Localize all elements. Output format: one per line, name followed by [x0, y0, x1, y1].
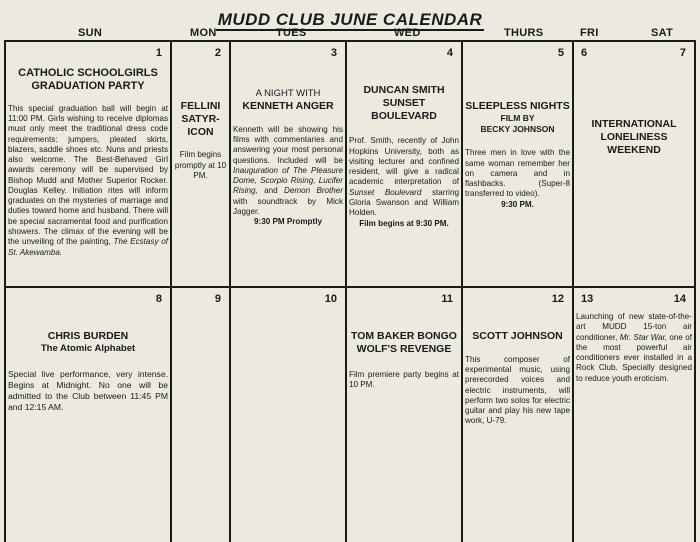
- date-number: 12: [551, 293, 564, 305]
- date-number: 11: [441, 293, 453, 305]
- event-title: TOM BAKER BONGO WOLF'S REVENGE: [351, 330, 457, 355]
- day-cell-6-7: [576, 42, 692, 286]
- event-time: 9:30 PM.: [501, 199, 534, 209]
- grid-line: [694, 40, 696, 542]
- date-number: 4: [446, 47, 453, 59]
- event-title: SCOTT JOHNSON: [472, 330, 563, 342]
- event-title: INTERNATIONAL LONELINESS WEEKEND: [591, 118, 677, 156]
- event-description: Film begins promptly at 10 PM.: [174, 150, 227, 180]
- event-title: KENNETH ANGER: [242, 100, 334, 113]
- day-name-thurs: THURS: [504, 27, 544, 39]
- event-description: This composer of experimental music, using prerecorded voices and electric instruments, will perform two solos for electric guitar and play his new tape work, U-79.: [465, 354, 570, 426]
- day-cell-11: [349, 288, 459, 542]
- date-number: 6: [581, 47, 588, 59]
- day-cell-1: [8, 42, 168, 286]
- day-name-sun: SUN: [78, 27, 103, 39]
- day-name-fri: FRI: [580, 27, 599, 39]
- event-title: FELLINI SATYR-ICON: [180, 100, 221, 138]
- event-description: Special live performance, very intense. Begins at Midnight. No one will be admitted to the Club between 11:45 PM and 12:15 AM.: [8, 368, 168, 412]
- day-name-wed: WED: [394, 27, 421, 39]
- day-name-mon: MON: [190, 27, 217, 39]
- event-title: CHRIS BURDEN: [47, 330, 129, 342]
- day-cell-10: [233, 288, 343, 542]
- event-subtitle: BECKY JOHNSON: [480, 123, 555, 134]
- date-number: 7: [679, 47, 686, 59]
- event-pretitle: A NIGHT WITH: [255, 88, 321, 99]
- event-description: Launching of new state-of-the-art MUDD 15-ton air conditioner, Mr. Star War, one of the most powerful air conditioners ever installed in a Rock Club. Specially designed to reduce youth eroticism.: [576, 312, 692, 383]
- event-time: 9:30 PM Promptly: [254, 217, 322, 227]
- event-title: CATHOLIC SCHOOLGIRLS GRADUATION PARTY: [18, 67, 158, 93]
- day-cell-2: [174, 42, 227, 286]
- date-number: 1: [155, 47, 162, 59]
- day-cell-13-14: [576, 288, 692, 542]
- event-title: DUNCAN SMITH SUNSET BOULEVARD: [363, 84, 445, 122]
- day-cell-12: [465, 288, 570, 542]
- grid-line: [572, 40, 574, 542]
- day-name-tues: TUES: [276, 27, 307, 39]
- date-number: 13: [581, 293, 594, 305]
- event-description: Three men in love with the same woman remember her on camera and in flashbacks. (Super-8 transferred to video).: [465, 148, 570, 199]
- date-number: 9: [214, 293, 221, 305]
- day-name-sat: SAT: [651, 27, 674, 39]
- day-cell-8: [8, 288, 168, 542]
- page-title: MUDD CLUB JUNE CALENDAR: [217, 10, 483, 29]
- event-subtitle: The Atomic Alphabet: [40, 342, 136, 354]
- date-number: 8: [155, 293, 162, 305]
- event-description: Kenneth will be showing his films with commentaries and answering your most personal questions. Included will be Inauguration of The Pleasure Dome, Scorpio Rising, Lucifer Rising, and Demon Brother with soundtrack by Mick Jagger.: [233, 124, 343, 216]
- event-description: Prof. Smith, recently of John Hopkins University, both as visiting lecturer and confined resident, will give a radical academic interpretation of Sunset Boulevard starring Gloria Swanson and William Holden.: [349, 136, 459, 218]
- grid-line: [461, 40, 463, 542]
- date-number: 5: [557, 47, 564, 59]
- date-number: 2: [214, 47, 221, 59]
- grid-line: [170, 40, 172, 542]
- day-cell-5: [465, 42, 570, 286]
- day-cell-4: [349, 42, 459, 286]
- date-number: 10: [324, 293, 337, 305]
- grid-line: [229, 40, 231, 542]
- event-subtitle: FILM BY: [500, 112, 535, 123]
- day-cell-3: [233, 42, 343, 286]
- date-number: 14: [673, 293, 686, 305]
- event-description: This special graduation ball will begin at 11:00 PM. Girls wishing to receive diplomas must only meet the traditional dress code requirements: jumpers, pleated skirts, blazers, saddle shoes etc. Nuns and priests also welcome. The Best-Behaved Girl awards ceremony will be supervised by Bishop Mudd and Mother Superior Rocker. Douglas Kelley. Initiation rites will inform graduates on the mysteries of marriage and duties toward home and husband. There will be special sacramental food and purification showers. The climax of the evening will be the unveiling of the painting, The Ecstasy of St. Akewamba.: [8, 103, 169, 257]
- grid-line: [4, 40, 6, 542]
- event-description: Film premiere party begins at 10 PM.: [349, 369, 459, 389]
- grid-line: [345, 40, 347, 542]
- day-cell-9: [174, 288, 227, 542]
- date-number: 3: [330, 47, 337, 59]
- event-time: Film begins at 9:30 PM.: [359, 218, 449, 228]
- event-title: SLEEPLESS NIGHTS: [465, 100, 570, 112]
